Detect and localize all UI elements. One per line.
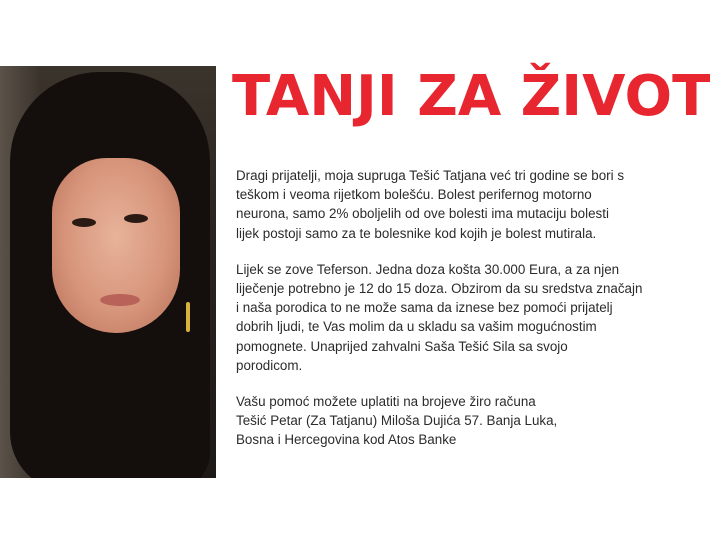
text-line: dobrih ljudi, te Vas molim da u skladu sa vašim mogućnostim <box>236 319 597 335</box>
page-title: TANJI ZA ŽIVOT <box>232 64 711 129</box>
paragraph-payment-info <box>236 392 728 450</box>
text-line: teškom i veoma rijetkom bolešću. Bolest perifernog motorno <box>236 187 592 203</box>
paragraph-treatment <box>236 260 728 375</box>
text-line: i naša porodica to ne može sama da iznese bez pomoći prijatelj <box>236 300 613 316</box>
photo-lips <box>100 294 140 306</box>
text-line: neurona, samo 2% oboljelih od ove bolesti ima mutaciju bolesti <box>236 206 609 222</box>
text-line: porodicom. <box>236 357 303 373</box>
text-line: Vašu pomoć možete uplatiti na brojeve žiro računa <box>236 394 536 410</box>
text-line: lijek postoji samo za te bolesnike kod kojih je bolest mutirala. <box>236 225 597 241</box>
photo-earring <box>186 302 190 332</box>
appeal-text <box>236 166 728 467</box>
text-line: pomognete. Unaprijed zahvalni Saša Tešić Sila sa svojo <box>236 338 568 354</box>
photo-left-eye <box>72 218 96 227</box>
photo-face <box>52 158 180 333</box>
text-line: Lijek se zove Teferson. Jedna doza košta 30.000 Eura, a za njen <box>236 261 620 277</box>
text-line: Tešić Petar (Za Tatjanu) Miloša Dujića 57. Banja Luka, <box>236 413 558 429</box>
paragraph-illness <box>236 166 728 243</box>
text-line: liječenje potrebno je 12 do 15 doza. Obzirom da su sredstva značajn <box>236 281 643 297</box>
photo-right-eye <box>124 214 148 223</box>
portrait-photo <box>0 66 216 478</box>
text-line: Dragi prijatelji, moja supruga Tešić Tatjana već tri godine se bori s <box>236 168 625 183</box>
text-line: Bosna i Hercegovina kod Atos Banke <box>236 432 457 448</box>
